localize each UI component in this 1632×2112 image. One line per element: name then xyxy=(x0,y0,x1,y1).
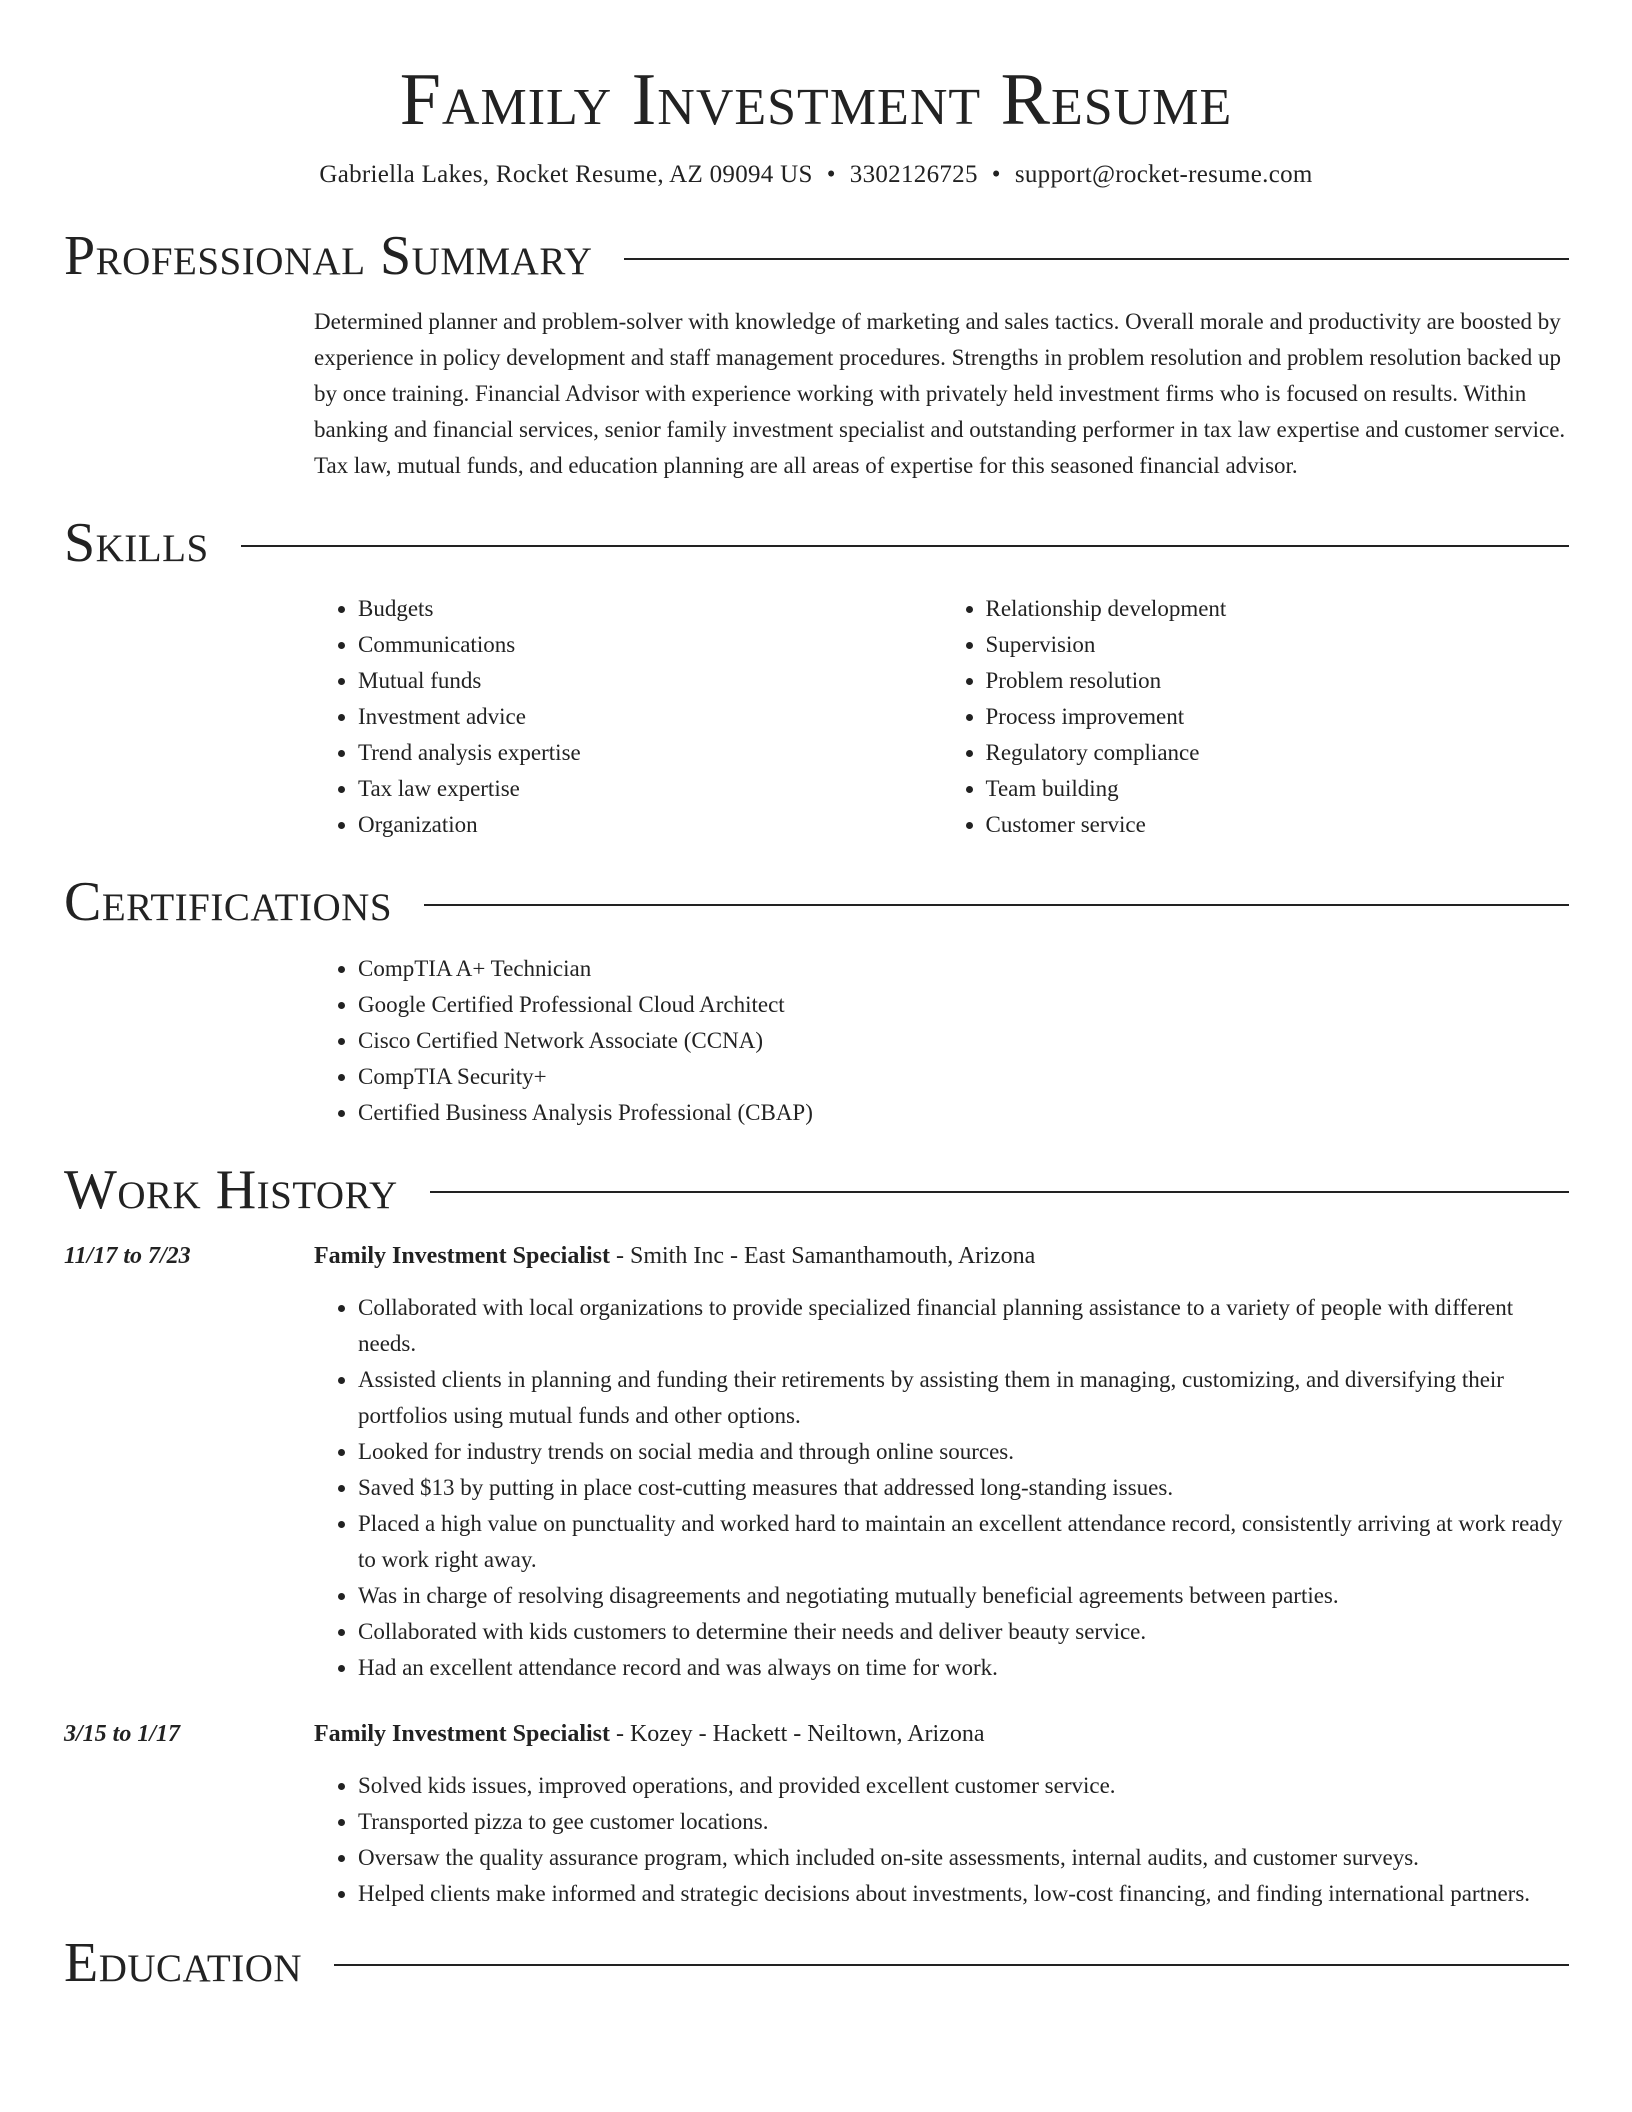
work-history-section-header xyxy=(64,1157,1569,1224)
job-dates: 11/17 to 7/23 xyxy=(64,1242,191,1269)
education-section-header xyxy=(64,1930,1569,1997)
job-duty: • Oversaw the quality assurance program, which included on-site assessments, internal audits, and customer surveys. xyxy=(358,1840,1569,1876)
certification-item: • CompTIA A+ Technician xyxy=(358,951,1569,987)
section-divider xyxy=(430,1191,1569,1193)
skill-item: • Regulatory compliance xyxy=(986,735,1570,771)
resume-title: Family Investment Resume xyxy=(399,59,1233,141)
certification-item: • Google Certified Professional Cloud Architect xyxy=(358,987,1569,1023)
skills-list-right xyxy=(942,591,1570,843)
work-history-heading: Work History xyxy=(64,1158,398,1221)
job-duty: • Collaborated with local organizations to provide specialized financial planning assistance to a variety of people with different needs. xyxy=(358,1290,1569,1362)
certifications-list xyxy=(314,951,1569,1131)
contact-separator: • xyxy=(826,161,836,189)
certification-item: • CompTIA Security+ xyxy=(358,1059,1569,1095)
job-role: Family Investment Specialist xyxy=(314,1720,610,1747)
skill-item: • Team building xyxy=(986,771,1570,807)
certifications-heading: Certifications xyxy=(64,871,393,934)
skills-block xyxy=(314,591,1569,843)
job-entry xyxy=(64,1238,1569,1686)
summary-heading: Professional Summary xyxy=(64,225,593,288)
job-body xyxy=(314,1238,1569,1686)
section-divider xyxy=(334,1964,1569,1966)
skill-item: • Tax law expertise xyxy=(358,771,942,807)
certifications-section-header xyxy=(64,869,1569,936)
job-duty: • Transported pizza to gee customer locations. xyxy=(358,1804,1569,1840)
job-employer: - Kozey - Hackett - Neiltown, Arizona xyxy=(609,1720,985,1747)
job-body xyxy=(314,1716,1569,1912)
job-duty: • Collaborated with kids customers to determine their needs and deliver beauty service. xyxy=(358,1614,1569,1650)
job-heading xyxy=(314,1716,1569,1752)
summary-block xyxy=(314,304,1569,484)
skill-item: • Budgets xyxy=(358,591,942,627)
skills-section-header xyxy=(64,510,1569,577)
job-dates: 3/15 to 1/17 xyxy=(64,1720,181,1747)
job-duty: • Looked for industry trends on social media and through online sources. xyxy=(358,1434,1569,1470)
section-divider xyxy=(424,904,1569,906)
skill-item: • Mutual funds xyxy=(358,663,942,699)
certification-item: • Certified Business Analysis Professional (CBAP) xyxy=(358,1095,1569,1131)
contact-address: Gabriella Lakes, Rocket Resume, AZ 09094 US xyxy=(319,161,813,189)
job-duty: • Solved kids issues, improved operations, and provided excellent customer service. xyxy=(358,1768,1569,1804)
skill-item: • Organization xyxy=(358,807,942,843)
job-employer: - Smith Inc - East Samanthamouth, Arizona xyxy=(609,1242,1036,1269)
job-entry xyxy=(64,1716,1569,1912)
skill-item: • Process improvement xyxy=(986,699,1570,735)
contact-phone: 3302126725 xyxy=(849,161,978,189)
summary-section-header xyxy=(64,223,1569,290)
job-duty: • Saved $13 by putting in place cost-cutting measures that addressed long-standing issues. xyxy=(358,1470,1569,1506)
skill-item: • Problem resolution xyxy=(986,663,1570,699)
contact-line xyxy=(0,161,1632,189)
skill-item: • Trend analysis expertise xyxy=(358,735,942,771)
skills-list-left xyxy=(314,591,942,843)
certification-item: • Cisco Certified Network Associate (CCNA) xyxy=(358,1023,1569,1059)
contact-separator: • xyxy=(991,161,1001,189)
skill-item: • Supervision xyxy=(986,627,1570,663)
contact-email: support@rocket-resume.com xyxy=(1014,161,1313,189)
job-duty: • Placed a high value on punctuality and worked hard to maintain an excellent attendance record, consistently arriving at work ready to work right away. xyxy=(358,1506,1569,1578)
section-divider xyxy=(241,545,1569,547)
job-duties-list xyxy=(314,1768,1569,1912)
skill-item: • Communications xyxy=(358,627,942,663)
job-duty: • Assisted clients in planning and funding their retirements by assisting them in managing, customizing, and diversifying their portfolios using mutual funds and other options. xyxy=(358,1362,1569,1434)
job-heading xyxy=(314,1238,1569,1274)
job-duties-list xyxy=(314,1290,1569,1686)
job-role: Family Investment Specialist xyxy=(314,1242,610,1269)
section-divider xyxy=(624,258,1569,260)
skills-heading: Skills xyxy=(64,512,209,575)
education-heading: Education xyxy=(64,1931,303,1994)
job-duty: • Had an excellent attendance record and was always on time for work. xyxy=(358,1650,1569,1686)
skill-item: • Investment advice xyxy=(358,699,942,735)
summary-text: Determined planner and problem-solver with knowledge of marketing and sales tactics. Overall morale and productivity are boosted by experience in policy development and staff management procedures. Strengths in problem resolution and problem resolution backed up by once training. Financial Advisor with experience working with privately held investment firms who is focused on results. Within banking and financial services, senior family investment specialist and outstanding performer in tax law expertise and customer service. Tax law, mutual funds, and education planning are all areas of expertise for this seasoned financial advisor. xyxy=(314,309,1566,479)
skill-item: • Customer service xyxy=(986,807,1570,843)
job-duty: • Helped clients make informed and strategic decisions about investments, low-cost financing, and finding international partners. xyxy=(358,1876,1569,1912)
certifications-block xyxy=(314,951,1569,1131)
skill-item: • Relationship development xyxy=(986,591,1570,627)
job-duty: • Was in charge of resolving disagreements and negotiating mutually beneficial agreements between parties. xyxy=(358,1578,1569,1614)
